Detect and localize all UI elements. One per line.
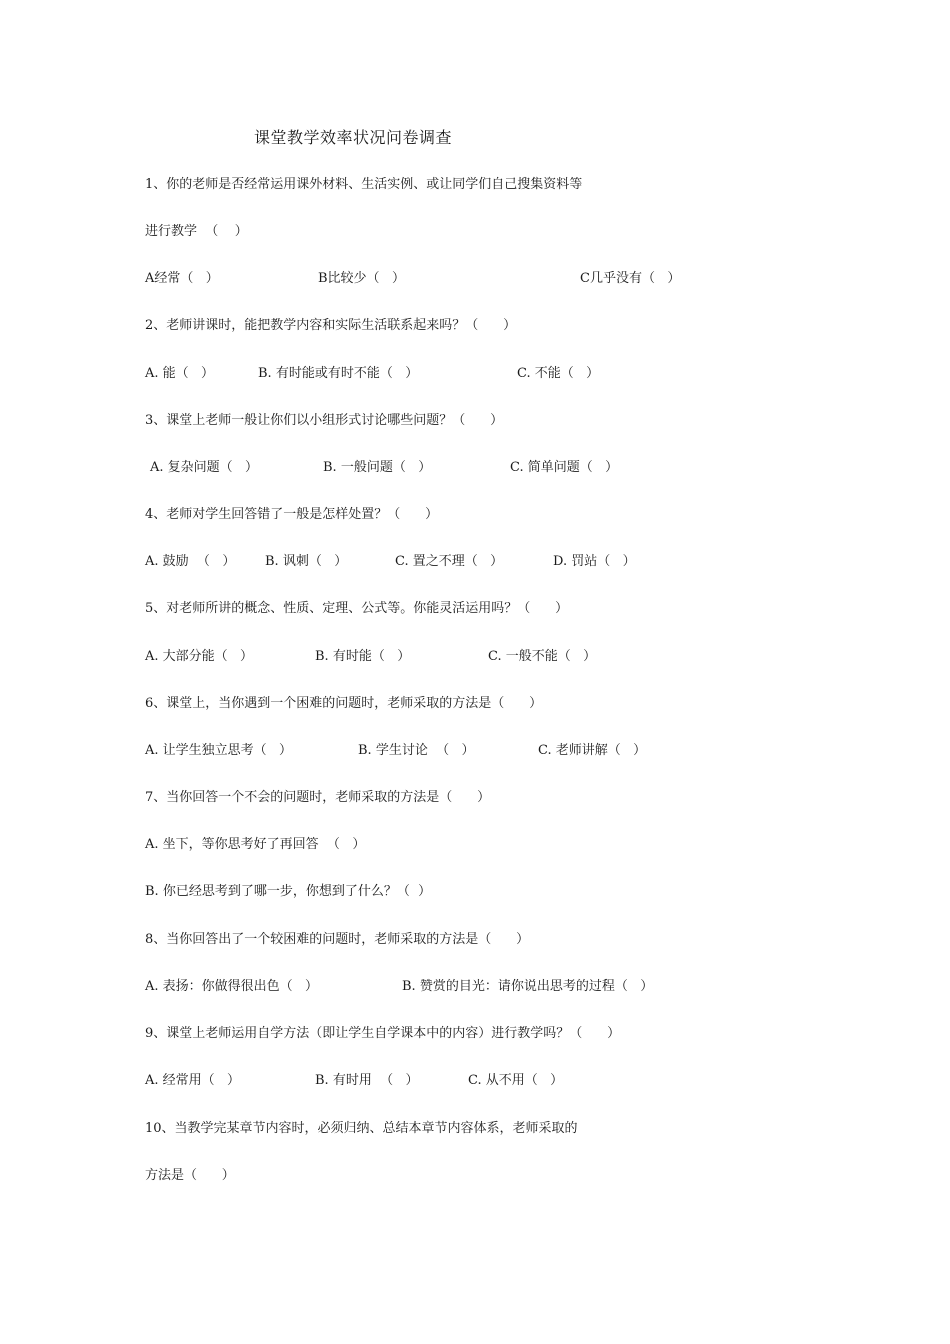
question-1-option-b: B比较少（ ） bbox=[318, 271, 405, 286]
question-2-option-a: A. 能（ ） bbox=[145, 366, 215, 381]
question-3-option-c: C. 简单问题（ ） bbox=[510, 460, 619, 475]
document-title: 课堂教学效率状况问卷调查 bbox=[254, 128, 453, 147]
question-2-text: 2、老师讲课时，能把教学内容和实际生活联系起来吗？（ ） bbox=[145, 318, 517, 333]
question-8-option-b: B. 赞赏的目光：请你说出思考的过程（ ） bbox=[402, 979, 654, 994]
question-6-option-c: C. 老师讲解（ ） bbox=[538, 743, 647, 758]
question-10-text-cont: 方法是（ ） bbox=[145, 1168, 235, 1183]
question-4-option-b: B. 讽刺（ ） bbox=[265, 554, 348, 569]
question-8-text: 8、当你回答出了一个较困难的问题时，老师采取的方法是（ ） bbox=[145, 932, 530, 947]
question-3-option-a: A. 复杂问题（ ） bbox=[150, 460, 259, 475]
question-9-text: 9、课堂上老师运用自学方法（即让学生自学课本中的内容）进行教学吗？（ ） bbox=[145, 1026, 621, 1041]
question-5-text: 5、对老师所讲的概念、性质、定理、公式等。你能灵活运用吗？（ ） bbox=[145, 601, 569, 616]
question-5-option-b: B. 有时能（ ） bbox=[315, 649, 411, 664]
question-5-option-a: A. 大部分能（ ） bbox=[145, 649, 254, 664]
question-6-option-b: B. 学生讨论 （ ） bbox=[358, 743, 475, 758]
question-5-option-c: C. 一般不能（ ） bbox=[488, 649, 597, 664]
question-4-option-a: A. 鼓励 （ ） bbox=[145, 554, 236, 569]
question-4-option-c: C. 置之不理（ ） bbox=[395, 554, 504, 569]
question-1-text-cont: 进行教学 （ ） bbox=[145, 224, 248, 239]
question-1-option-c: C几乎没有（ ） bbox=[580, 271, 681, 286]
question-4-text: 4、老师对学生回答错了一般是怎样处置？（ ） bbox=[145, 507, 439, 522]
question-1-option-a: A经常（ ） bbox=[145, 271, 219, 286]
question-1-text: 1、你的老师是否经常运用课外材料、生活实例、或让同学们自己搜集资料等 bbox=[145, 177, 583, 192]
question-4-option-d: D. 罚站（ ） bbox=[553, 554, 636, 569]
question-7-text: 7、当你回答一个不会的问题时，老师采取的方法是（ ） bbox=[145, 790, 491, 805]
question-6-text: 6、课堂上，当你遇到一个困难的问题时，老师采取的方法是（ ） bbox=[145, 696, 543, 711]
question-2-option-b: B. 有时能或有时不能（ ） bbox=[258, 366, 419, 381]
question-3-text: 3、课堂上老师一般让你们以小组形式讨论哪些问题？（ ） bbox=[145, 413, 504, 428]
question-10-text: 10、当教学完某章节内容时，必须归纳、总结本章节内容体系，老师采取的 bbox=[145, 1121, 578, 1136]
question-9-option-b: B. 有时用 （ ） bbox=[315, 1073, 419, 1088]
question-7-option-a: A. 坐下，等你思考好了再回答 （ ） bbox=[145, 837, 366, 852]
question-8-option-a: A. 表扬：你做得很出色（ ） bbox=[145, 979, 319, 994]
question-3-option-b: B. 一般问题（ ） bbox=[323, 460, 432, 475]
question-2-option-c: C. 不能（ ） bbox=[517, 366, 600, 381]
question-6-option-a: A. 让学生独立思考（ ） bbox=[145, 743, 293, 758]
question-9-option-c: C. 从不用（ ） bbox=[468, 1073, 564, 1088]
question-7-option-b: B. 你已经思考到了哪一步，你想到了什么？（ ） bbox=[145, 884, 432, 899]
question-9-option-a: A. 经常用（ ） bbox=[145, 1073, 241, 1088]
